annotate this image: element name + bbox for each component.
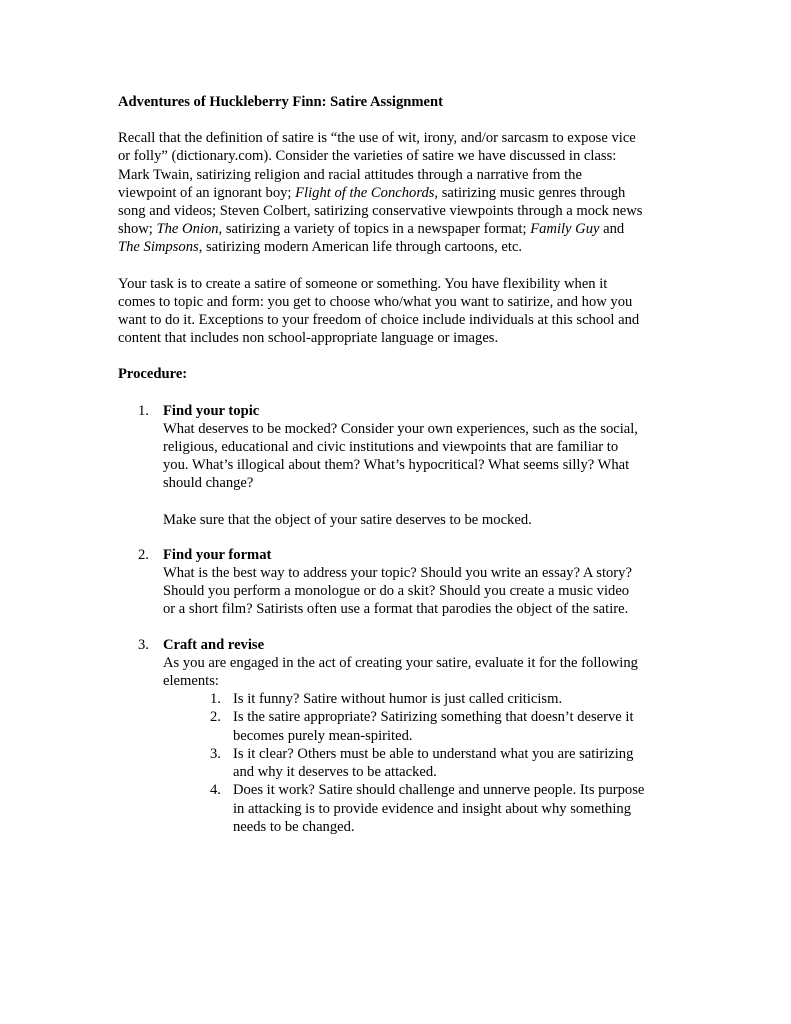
- intro-text: and: [599, 221, 625, 238]
- step-line: should change?: [163, 475, 254, 492]
- intro-text: , satirizing modern American life through cartoons, etc.: [198, 239, 523, 256]
- evaluation-line: Does it work? Satire should challenge and unnerve people. Its purpose: [233, 782, 645, 799]
- procedure-step: [118, 402, 678, 529]
- intro-text: satirizing music genres through: [438, 184, 626, 201]
- evaluation-line: in attacking is to provide evidence and insight about why something: [233, 800, 632, 817]
- task-line: want to do it. Exceptions to your freedom of choice include individuals at this school and: [118, 312, 640, 329]
- work-title-the-onion: The Onion: [156, 221, 219, 238]
- step-number: 2.: [138, 546, 149, 563]
- evaluation-list: [163, 690, 678, 836]
- intro-line: [118, 220, 678, 238]
- evaluation-item: [163, 708, 678, 744]
- procedure-heading: Procedure:: [118, 366, 188, 383]
- procedure-step: [118, 636, 678, 836]
- task-line: content that includes non school-appropriate language or images.: [118, 330, 499, 347]
- intro-paragraph: [118, 129, 678, 256]
- evaluation-number: 3.: [210, 745, 221, 762]
- evaluation-number: 4.: [210, 782, 221, 799]
- work-title-family-guy: Family Guy: [530, 221, 600, 238]
- intro-line: Mark Twain, satirizing religion and racial attitudes through a narrative from the: [118, 166, 582, 183]
- intro-line: song and videos; Steven Colbert, satirizing conservative viewpoints through a mock news: [118, 203, 643, 220]
- step-title: Find your topic: [163, 402, 260, 419]
- evaluation-line: becomes purely mean-spirited.: [233, 727, 413, 744]
- evaluation-line: Is it clear? Others must be able to understand what you are satirizing: [233, 745, 634, 762]
- step-number: 3.: [138, 636, 149, 653]
- task-line: Your task is to create a satire of someone or something. You have flexibility when it: [118, 275, 608, 292]
- step-line: elements:: [163, 673, 219, 690]
- step-note: Make sure that the object of your satire deserves to be mocked.: [163, 511, 532, 528]
- evaluation-item: [163, 781, 678, 836]
- evaluation-item: [163, 690, 678, 708]
- evaluation-item: [163, 745, 678, 781]
- step-line: you. What’s illogical about them? What’s hypocritical? What seems silly? What: [163, 457, 630, 474]
- evaluation-number: 2.: [210, 709, 221, 726]
- step-title: Find your format: [163, 546, 272, 563]
- intro-line: or folly” (dictionary.com). Consider the varieties of satire we have discussed in class:: [118, 148, 617, 165]
- intro-text: show;: [118, 221, 157, 238]
- document-page: [118, 93, 678, 853]
- step-line: What deserves to be mocked? Consider your own experiences, such as the social,: [163, 420, 638, 437]
- evaluation-line: Is it funny? Satire without humor is just called criticism.: [233, 691, 563, 708]
- step-line: What is the best way to address your topic? Should you write an essay? A story?: [163, 565, 632, 582]
- step-line: Should you perform a monologue or do a skit? Should you create a music video: [163, 583, 630, 600]
- evaluation-line: and why it deserves to be attacked.: [233, 764, 437, 781]
- spacer: [163, 493, 678, 511]
- intro-text: , satirizing a variety of topics in a newspaper format;: [218, 221, 531, 238]
- work-title-the-simpsons: The Simpsons: [118, 239, 199, 256]
- evaluation-line: needs to be changed.: [233, 818, 355, 835]
- document-title: Adventures of Huckleberry Finn: Satire Assignment: [118, 94, 443, 110]
- intro-line: Recall that the definition of satire is “the use of wit, irony, and/or sarcasm to expose vice: [118, 130, 636, 147]
- step-number: 1.: [138, 402, 149, 419]
- intro-line: [118, 184, 678, 202]
- intro-line: [118, 238, 678, 256]
- evaluation-number: 1.: [210, 691, 221, 708]
- procedure-step: [118, 546, 678, 619]
- intro-text: viewpoint of an ignorant boy;: [118, 184, 296, 201]
- step-line: religious, educational and civic institutions and viewpoints that are familiar to: [163, 439, 619, 456]
- task-paragraph: [118, 275, 678, 348]
- step-line: As you are engaged in the act of creating your satire, evaluate it for the following: [163, 654, 638, 671]
- step-line: or a short film? Satirists often use a format that parodies the object of the satire.: [163, 601, 629, 618]
- evaluation-line: Is the satire appropriate? Satirizing something that doesn’t deserve it: [233, 709, 634, 726]
- work-title-flight-of-the-conchords: Flight of the Conchords,: [295, 184, 439, 201]
- task-line: comes to topic and form: you get to choose who/what you want to satirize, and how you: [118, 293, 633, 310]
- step-title: Craft and revise: [163, 636, 265, 653]
